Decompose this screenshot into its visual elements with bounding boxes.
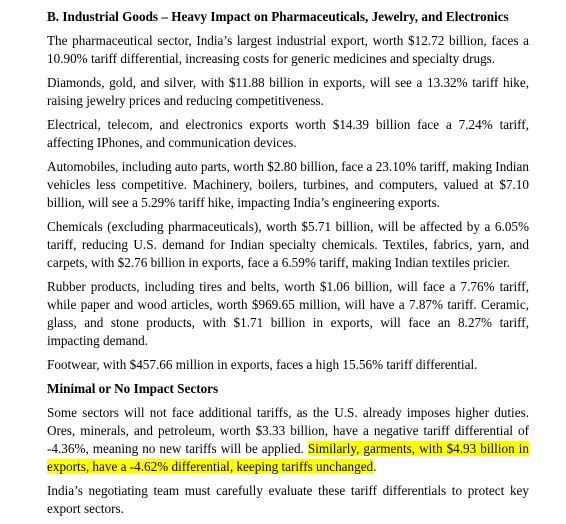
paragraph-jewelry: Diamonds, gold, and silver, with $11.88 billion in exports, will see a 13.32% tariff hike, raising jewelry prices and reducing competitiveness. (47, 75, 529, 108)
highlighted-text-garments: Similarly, garments, with $4.93 billion in exports, have a -4.62% differential, keeping tariffs unchanged (47, 441, 529, 474)
paragraph-minimal-impact-text: Some sectors will not face additional tariffs, as the U.S. already imposes higher duties. Ores, minerals, and petroleum, worth $3.33 billion, have a negative tariff differential of -4.36%, meaning no new tariffs will be applied. (47, 405, 529, 456)
section-heading-minimal-impact: Minimal or No Impact Sectors (47, 381, 219, 396)
section-heading-industrial-goods: B. Industrial Goods – Heavy Impact on Pharmaceuticals, Jewelry, and Electronics (47, 9, 509, 24)
document-page (47, 8, 529, 524)
paragraph-footwear: Footwear, with $457.66 million in exports, faces a high 15.56% tariff differential. (47, 357, 478, 372)
paragraph-minimal-impact (47, 404, 529, 476)
paragraph-negotiating-team: India’s negotiating team must carefully evaluate these tariff differentials to protect key export sectors. (47, 483, 529, 516)
paragraph-automobiles: Automobiles, including auto parts, worth $2.80 billion, face a 23.10% tariff, making Indian vehicles less competitive. Machinery, boilers, turbines, and computers, valued at $7.10 billion, will see a 5.29% tariff hike, impacting India’s engineering exports. (47, 159, 529, 210)
paragraph-chemicals-textiles: Chemicals (excluding pharmaceuticals), worth $5.71 billion, will be affected by a 6.05% tariff, reducing U.S. demand for Indian specialty chemicals. Textiles, fabrics, yarn, and carpets, with $2.76 billion in exports, face a 6.59% tariff, making Indian textiles pricier. (47, 219, 529, 270)
paragraph-pharmaceuticals: The pharmaceutical sector, India’s largest industrial export, worth $12.72 billion, faces a 10.90% tariff differential, increasing costs for generic medicines and specialty drugs. (47, 33, 529, 66)
paragraph-electronics: Electrical, telecom, and electronics exports worth $14.39 billion face a 7.24% tariff, affecting IPhones, and communication devices. (47, 117, 529, 150)
paragraph-minimal-impact-tail: . (373, 459, 377, 474)
paragraph-rubber-paper-ceramic: Rubber products, including tires and belts, worth $1.06 billion, will face a 7.76% tariff, while paper and wood articles, worth $969.65 million, will have a 7.87% tariff. Ceramic, glass, and stone products, with $1.71 billion in exports, will face an 8.27% tariff, impacting demand. (47, 279, 529, 348)
